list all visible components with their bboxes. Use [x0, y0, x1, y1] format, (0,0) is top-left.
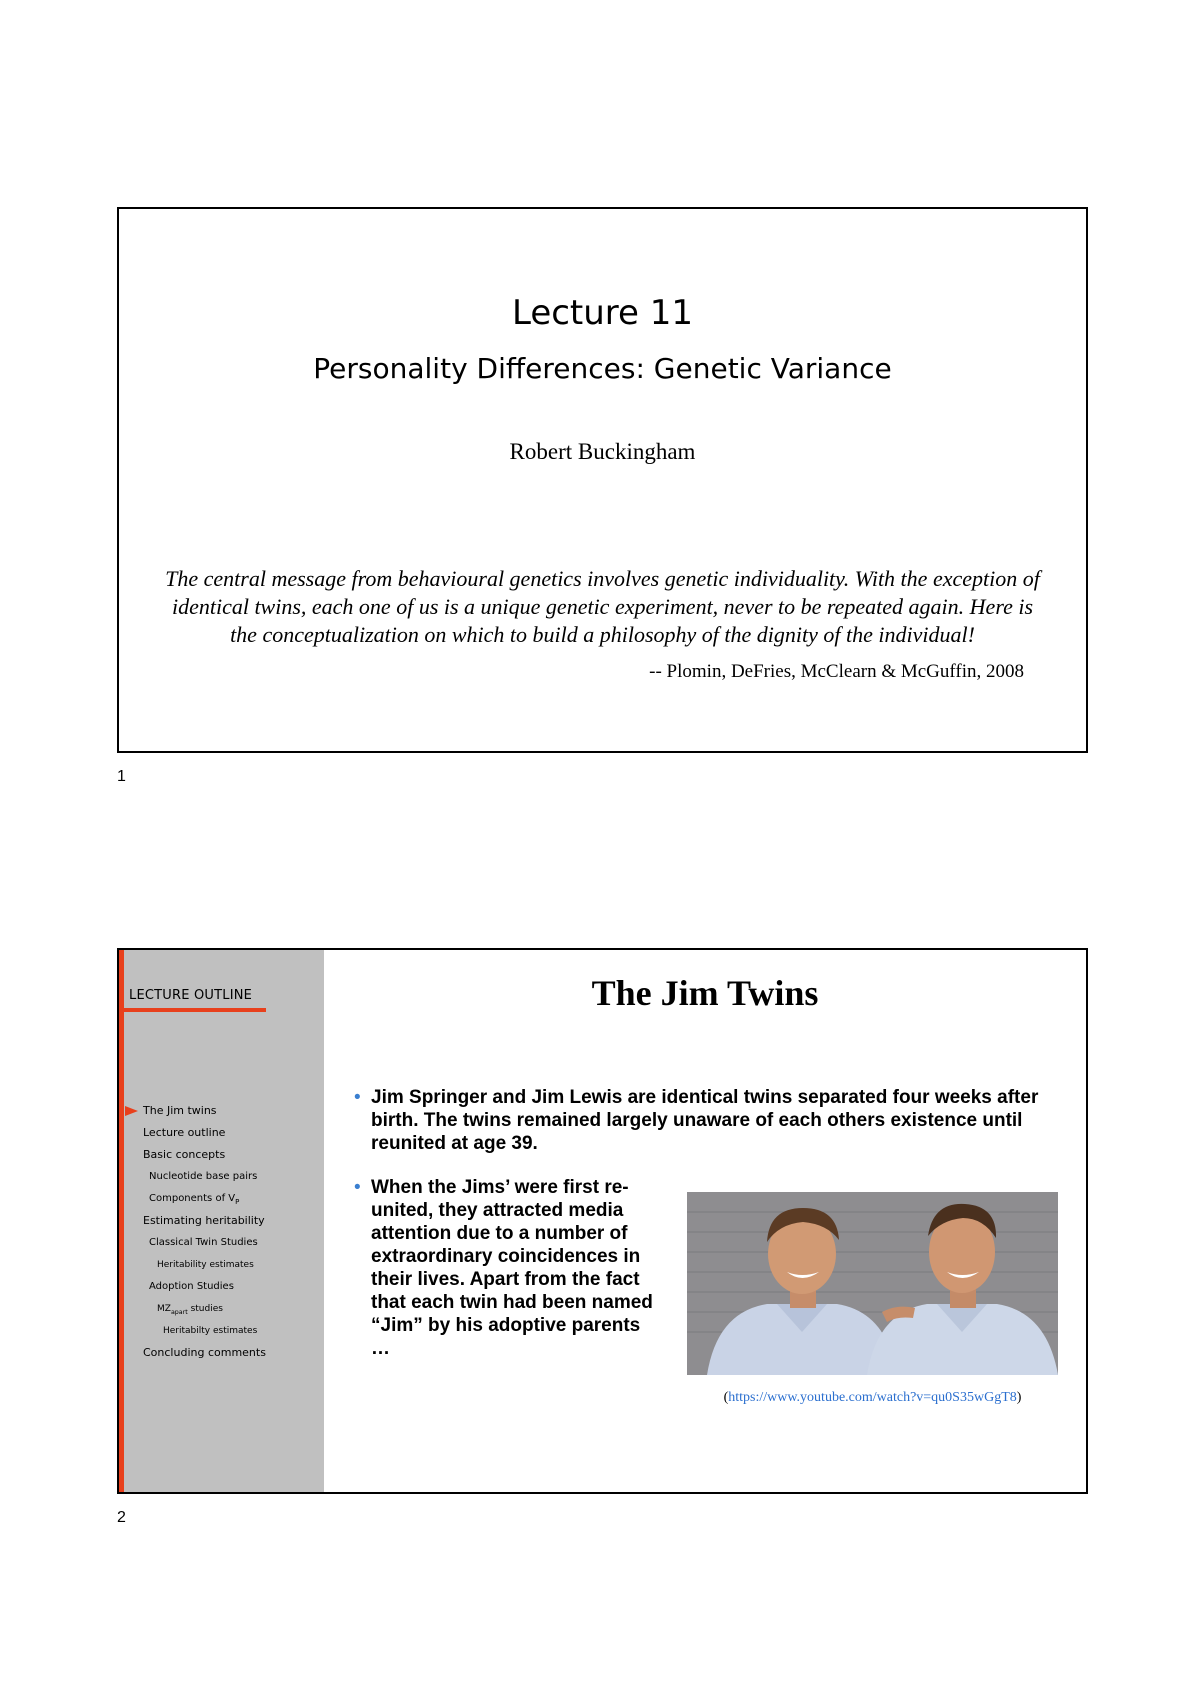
outline-item-label: Concluding comments [143, 1346, 266, 1359]
quote-attribution: -- Plomin, DeFries, McClearn & McGuffin, 2008 [649, 661, 1024, 682]
bullet-text: When the Jims’ were first re-united, they attracted media attention due to a number of extraordinary coincidences in their lives. Apart from the fact that each twin had been named “Jim” by his adoptive parents … [371, 1177, 653, 1359]
outline-item-nucleotide[interactable] [119, 1166, 324, 1188]
slide-heading: The Jim Twins [591, 973, 819, 1013]
bullet-icon: • [354, 1087, 361, 1108]
outline-item-heritability-estimates[interactable] [119, 1254, 324, 1276]
video-link[interactable]: https://www.youtube.com/watch?v=qu0S35wGgT8 [728, 1390, 1017, 1405]
outline-item-label: MZ [157, 1304, 171, 1314]
outline-item-basic-concepts[interactable] [119, 1144, 324, 1166]
outline-sidebar [119, 950, 324, 1492]
bullet-text: Jim Springer and Jim Lewis are identical twins separated four weeks after birth. The twins remained largely unaware of each others existence until reunited at age 39. [371, 1087, 1039, 1154]
outline-item-concluding[interactable] [119, 1342, 324, 1364]
outline-item-label: The Jim twins [143, 1104, 217, 1117]
outline-item-label: Components of V [149, 1193, 236, 1204]
outline-item-adoption[interactable] [119, 1276, 324, 1298]
bullet-icon: • [354, 1177, 361, 1198]
outline-item-jim-twins[interactable] [119, 1100, 324, 1122]
sidebar-heading: LECTURE OUTLINE [129, 988, 253, 1003]
lecture-title: Lecture 11 [511, 293, 694, 333]
current-arrow-icon [125, 1106, 138, 1116]
bullet-point [354, 1176, 661, 1360]
slide-jim-twins [117, 948, 1088, 1494]
outline-item-twin-studies[interactable] [119, 1232, 324, 1254]
outline-item-suffix: studies [187, 1304, 223, 1314]
twins-photo [687, 1192, 1058, 1375]
outline-item-lecture-outline[interactable] [119, 1122, 324, 1144]
outline-item-label: Adoption Studies [149, 1281, 234, 1292]
author-name: Robert Buckingham [509, 439, 696, 464]
outline-item-label: Lecture outline [143, 1126, 226, 1139]
slide-title [117, 207, 1088, 753]
outline-list [119, 1100, 324, 1364]
outline-item-heritability-estimates-2[interactable] [119, 1320, 324, 1342]
outline-item-label: Nucleotide base pairs [149, 1171, 258, 1182]
caption-paren-close: ) [1016, 1390, 1022, 1405]
video-link-caption [687, 1390, 1058, 1406]
slide-number: 2 [117, 1509, 126, 1526]
outline-item-label: Heritabilty estimates [163, 1326, 258, 1336]
outline-item-label: Classical Twin Studies [149, 1237, 258, 1248]
twins-photo-illustration [687, 1192, 1058, 1375]
caption-paren-open: ( [723, 1390, 729, 1405]
outline-item-label: Basic concepts [143, 1148, 226, 1161]
outline-item-label: Heritability estimates [157, 1260, 254, 1270]
lecture-subtitle: Personality Differences: Genetic Variance [313, 352, 892, 385]
epigraph-quote: The central message from behavioural genetics involves genetic individuality. With the exception of identical twins, each one of us is a unique genetic experiment, never to be repeated again. Here is the conceptualization on which to build a philosophy of the dignity of the individual! [165, 566, 1040, 647]
outline-item-components[interactable] [119, 1188, 324, 1210]
outline-item-mz-apart[interactable] [119, 1298, 324, 1320]
outline-item-subscript: apart [170, 1308, 188, 1316]
outline-item-estimating[interactable] [119, 1210, 324, 1232]
outline-item-label: Estimating heritability [143, 1214, 265, 1227]
sidebar-heading-underline [124, 1008, 266, 1012]
outline-item-subscript: P [235, 1198, 240, 1206]
bullet-point [354, 1086, 1051, 1155]
slide-number: 1 [117, 768, 126, 785]
